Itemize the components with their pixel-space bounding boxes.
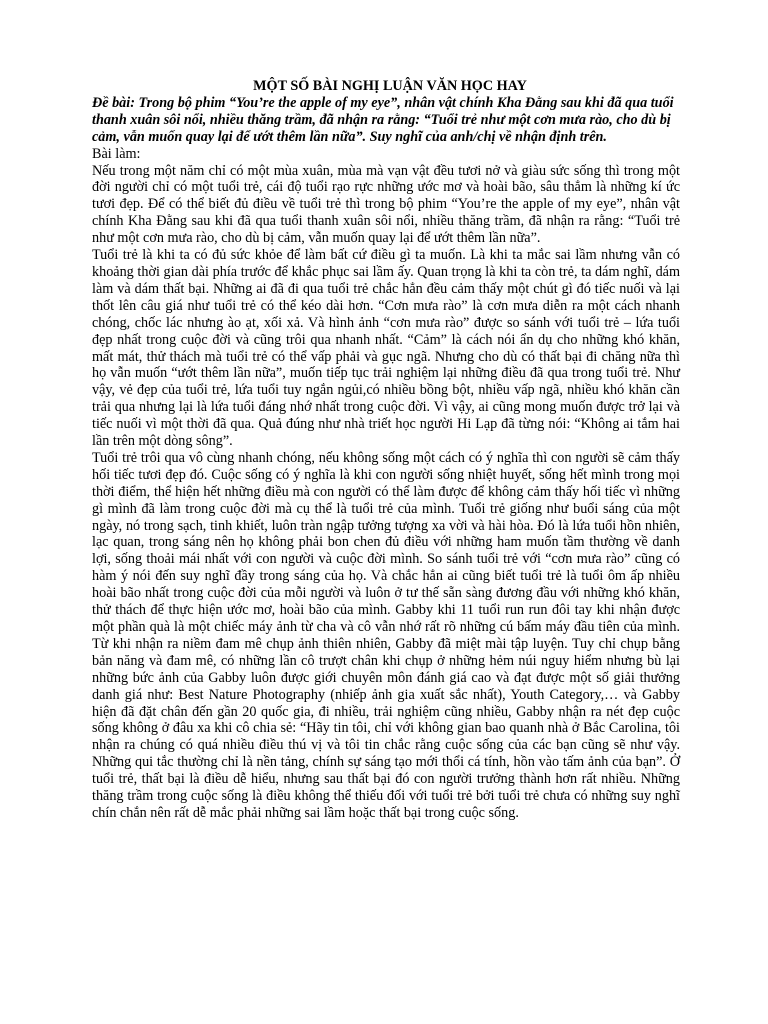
paragraph-body-1: Tuổi trẻ là khi ta có đủ sức khỏe để làm bất cứ điều gì ta muốn. Là khi ta mắc sai lầm nhưng vẫn có khoảng thời gian dài phía trước để khắc phục sai lầm ấy. Quan trọng là khi ta còn trẻ, ta dám nghĩ, dám làm và dám thất bại. Những ai đã đi qua tuổi trẻ chắc hẳn đều cảm thấy một chút gì đó tiếc nuối và lại thốt lên câu giá như tuổi trẻ có thể kéo dài hơn. “Cơn mưa rào” là cơn mưa diễn ra một cách nhanh chóng, chốc lác nhưng ào ạt, xối xả. Và hình ảnh “cơn mưa rào” được so sánh với tuổi trẻ – lứa tuổi đẹp nhất trong cuộc đời và cũng trôi qua nhanh nhất. “Cảm” là cách nói ẩn dụ cho những khó khăn, mất mát, thử thách mà tuổi trẻ có thể vấp phải và gục ngã. Nhưng cho dù có thất bại đi chăng nữa thì họ vẫn muốn “ướt thêm lần nữa”, muốn tiếp tục trải nghiệm lại những điều đã qua trong tuổi trẻ. Như vậy, vẻ đẹp của tuổi trẻ, lứa tuổi tuy ngắn ngủi,có nhiều bồng bột, nhiều vấp ngã, nhiều khó khăn cần trải qua nhưng lại là lứa tuổi đáng nhớ nhất trong cuộc đời. Vì vậy, ai cũng mong muốn được trở lại và tiếc nuối vì một thời đã qua. Quả đúng như nhà triết học người Hi Lạp đã từng nói: “Không ai tắm hai lần trên một dòng sông”. — [92, 247, 680, 450]
paragraph-body-2: Tuổi trẻ trôi qua vô cùng nhanh chóng, nếu không sống một cách có ý nghĩa thì con người sẽ cảm thấy hối tiếc tươi đẹp đó. Cuộc sống có ý nghĩa là khi con người sống nhiệt huyết, sống hết mình trong mọi thời điểm, thể hiện hết những điều mà con người có thể làm được để không cảm thấy hối tiếc vì những gì mình đã làm trong cuộc đời mà cụ thể là tuổi trẻ của mình. Tuổi trẻ giống như buổi sáng của một ngày, nó trong sạch, tinh khiết, luôn tràn ngập tưởng tượng xa vời và hài hòa. Đó là lứa tuổi hồn nhiên, lạc quan, trong sáng nên họ không phải bon chen đủ điều với những ham muốn tầm thường về danh lợi, sống thoải mái nhất với con người và cuộc đời mình. So sánh tuổi trẻ với “cơn mưa rào” cũng có hàm ý nói đến suy nghĩ đầy trong sáng của họ. Và chắc hẳn ai cũng biết tuổi trẻ là tuổi ôm ấp nhiều hoài bão nhất trong cuộc đời của mỗi người và luôn ở tư thế sẵn sàng đương đầu với những khó khăn, thử thách để thực hiện ước mơ, hoài bão của mình. Gabby khi 11 tuổi run run đôi tay khi nhận được một phần quà là một chiếc máy ảnh từ cha và cô vẫn nhớ rất rõ những cú bấm máy đầu tiên của mình. Từ khi nhận ra niềm đam mê chụp ảnh thiên nhiên, Gabby đã miệt mài tập luyện. Tuy chỉ chụp bằng bản năng và đam mê, có những lần cô trượt chân khi chụp ở những hẻm núi nguy hiểm nhưng bù lại những bức ảnh của Gabby luôn được giới chuyên môn đánh giá cao và đạt được một số giải thưởng danh giá như: Best Nature Photography (nhiếp ảnh gia xuất sắc nhất), Youth Category,… và Gabby hiện đã đặt chân đến gần 20 quốc gia, đi nhiều, trải nghiệm cũng nhiều, Gabby nhận ra nét đẹp cuộc sống không ở đâu xa khi cô chia sẻ: “Hãy tin tôi, chỉ với không gian bao quanh nhà ở Bắc Carolina, tôi nhận ra chúng có quá nhiều điều thú vị và tôi tin chắc rằng cuộc sống của các bạn cũng sẽ như vậy. Những qui tắc thường chỉ là nền tảng, chính sự sáng tạo mới thổi cá tính, hồn vào tấm ảnh của bạn”. Ở tuổi trẻ, thất bại là điều dễ hiểu, nhưng sau thất bại đó con người trưởng thành hơn rất nhiều. Những thăng trầm trong cuộc sống là điều không thể thiếu đối với tuổi trẻ bởi tuổi trẻ chưa có những suy nghĩ chín chắn nên rất dễ mắc phải những sai lầm hoặc thất bại trong cuộc sống. — [92, 449, 680, 821]
answer-label: Bài làm: — [92, 145, 141, 162]
paragraph-intro: Nếu trong một năm chỉ có một mùa xuân, mùa mà vạn vật đều tươi nở và giàu sức sống thì trong một đời người chỉ có một tuổi trẻ, cái độ tuổi rạo rực những ước mơ và hoài bão, sâu thẳm là những kí ức tươi đẹp. Để có thể biết đủ điều về tuổi trẻ thì trong bộ phim “You’re the apple of my eye”, nhân vật chính Kha Đằng sau khi đã qua tuổi thanh xuân sôi nổi, nhiều thăng trầm, đã nhận ra rằng: “Tuổi trẻ như một cơn mưa rào, cho dù bị cảm, vẫn muốn quay lại để ướt thêm lần nữa”. — [92, 162, 680, 247]
document-page — [92, 78, 680, 822]
essay-prompt: Đề bài: Trong bộ phim “You’re the apple of my eye”, nhân vật chính Kha Đằng sau khi đã qua tuổi thanh xuân sôi nổi, nhiều thăng trầm, đã nhận ra rằng: “Tuổi trẻ như một cơn mưa rào, cho dù bị cảm, vẫn muốn quay lại để ướt thêm lần nữa”. Suy nghĩ của anh/chị về nhận định trên. — [92, 94, 674, 145]
document-title: MỘT SỐ BÀI NGHỊ LUẬN VĂN HỌC HAY — [253, 78, 527, 94]
